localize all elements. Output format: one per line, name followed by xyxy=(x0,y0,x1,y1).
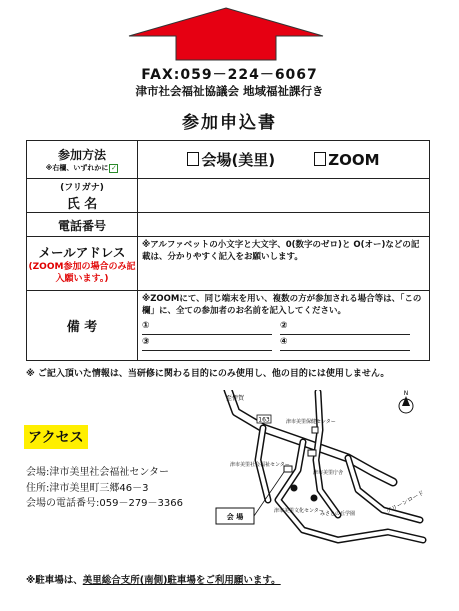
north-arrow-icon xyxy=(402,396,410,406)
zoom-option-label: ZOOM xyxy=(328,151,380,169)
map-label-tsu: 至伊賀 xyxy=(226,395,245,402)
venue-name: 会場:津市美里社会福祉センター xyxy=(26,467,169,478)
venue-phone: 会場の電話番号:059－279－3366 xyxy=(26,498,183,509)
venue-address: 住所:津市美里町三郷46－3 xyxy=(26,483,149,494)
participant-slot-4[interactable]: ④ xyxy=(280,335,410,351)
method-options-cell xyxy=(138,141,430,179)
remarks-label-cell xyxy=(27,291,138,361)
participant-slot-3[interactable]: ③ xyxy=(142,335,272,351)
email-zoom-note: (ZOOM参加の場合のみ記入願います。) xyxy=(28,261,136,284)
checkmark-icon: ✓ xyxy=(110,163,117,172)
destination: 津市社会福祉協議会 地域福祉課行き xyxy=(135,84,324,98)
venue-option-label: 会場(美里) xyxy=(201,151,276,169)
form-title: 参加申込書 xyxy=(182,113,277,133)
branch-office-marker xyxy=(308,450,316,456)
application-form xyxy=(26,140,430,361)
email-label: メールアドレス xyxy=(38,244,126,260)
checkbox-icon[interactable] xyxy=(187,152,199,166)
map-label-culture: 津市美里文化センター xyxy=(274,508,324,514)
phone-label: 電話番号 xyxy=(57,219,106,233)
school-marker xyxy=(311,495,318,502)
participant-slot-1[interactable]: ① xyxy=(142,319,272,335)
map-label-health: 津市美里保健センター xyxy=(286,419,336,425)
email-note: ※アルファベットの小文字と大文字、0(数字のゼロ)と O(オー)などの記載は、分かりやすく記入をお願いします。 xyxy=(142,240,420,262)
north-label: N xyxy=(403,390,409,397)
map-label-welfare: 津市美里社会福祉センター xyxy=(230,462,290,468)
venue-option[interactable] xyxy=(187,149,275,170)
furigana-label: (フリガナ) xyxy=(60,182,104,193)
parking-note xyxy=(26,572,281,586)
method-hint: ※右欄、いずれかに xyxy=(45,164,109,172)
map-label-branch: 津市美里庁舎 xyxy=(313,470,344,476)
parking-note-text: 美里総合支所(南側)駐車場をご利用願います。 xyxy=(82,575,281,586)
map-label-school: みさとの丘学園 xyxy=(320,511,356,517)
zoom-option[interactable] xyxy=(314,151,379,169)
participant-slot-2[interactable]: ② xyxy=(280,319,410,335)
email-field[interactable] xyxy=(138,237,430,291)
phone-field[interactable] xyxy=(138,213,430,237)
access-heading: アクセス xyxy=(24,425,88,449)
fax-number: FAX:059－224－6067 xyxy=(141,67,318,83)
checkbox-icon[interactable] xyxy=(314,152,326,166)
method-label: 参加方法 xyxy=(57,148,106,162)
name-field[interactable] xyxy=(138,179,430,213)
privacy-note: ※ ご記入頂いた情報は、当研修に関わる目的にのみ使用し、他の目的には使用しません。 xyxy=(26,369,390,379)
access-map xyxy=(208,390,438,560)
up-arrow-graphic xyxy=(126,6,326,62)
health-center-marker xyxy=(312,427,318,433)
name-label: 氏 名 xyxy=(66,196,98,212)
route-label: 163 xyxy=(258,416,270,424)
remarks-label: 備 考 xyxy=(66,320,98,335)
remarks-field[interactable] xyxy=(138,291,430,361)
method-label-cell xyxy=(27,141,138,179)
name-label-cell xyxy=(27,179,138,213)
parking-note-prefix: ※駐車場は、 xyxy=(26,575,83,586)
map-label-green-road: グリーンロード xyxy=(385,489,426,516)
remarks-note: ※ZOOMにて、同じ端末を用い、複数の方が参加される場合等は、「この欄」に、全ての参加者のお名前を記入してください。 xyxy=(142,294,422,316)
email-label-cell xyxy=(27,237,138,291)
phone-label-cell xyxy=(27,213,138,237)
culture-center-marker xyxy=(291,485,298,492)
map-label-venue: 会 場 xyxy=(226,513,244,521)
